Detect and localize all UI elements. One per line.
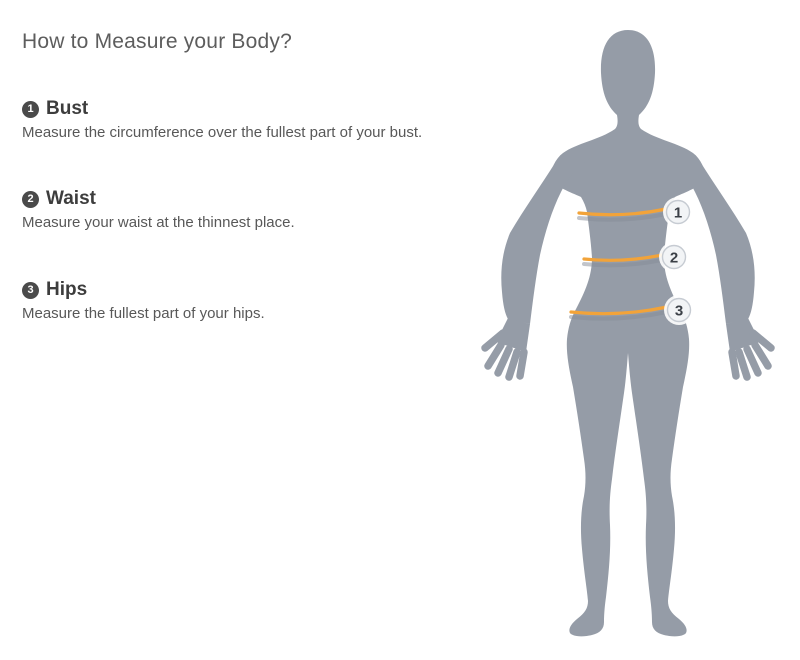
section-hips-label: Hips <box>46 279 88 300</box>
body-measurement-figure <box>460 0 800 660</box>
section-waist-label: Waist <box>46 188 96 209</box>
left-finger-4 <box>520 352 524 376</box>
badge-3-label: 3 <box>674 302 684 320</box>
number-bullet-1: 1 <box>22 101 39 118</box>
section-hips-heading <box>22 279 502 301</box>
section-waist-heading <box>22 188 502 210</box>
body-silhouette <box>550 30 706 636</box>
page-title: How to Measure your Body? <box>22 30 292 53</box>
number-bullet-3: 3 <box>22 282 39 299</box>
section-waist-description: Measure your waist at the thinnest place. <box>22 214 295 231</box>
section-hips <box>22 279 502 323</box>
left-finger-3 <box>509 352 517 377</box>
badge-1-label: 1 <box>673 204 683 222</box>
badge-2-label: 2 <box>669 249 679 267</box>
number-bullet-2: 2 <box>22 191 39 208</box>
section-bust-label: Bust <box>46 98 89 119</box>
section-hips-description: Measure the fullest part of your hips. <box>22 305 265 322</box>
section-bust-heading <box>22 98 502 120</box>
section-bust-description: Measure the circumference over the fullest part of your bust. <box>22 124 423 141</box>
section-waist <box>22 188 502 232</box>
section-bust <box>22 98 502 142</box>
